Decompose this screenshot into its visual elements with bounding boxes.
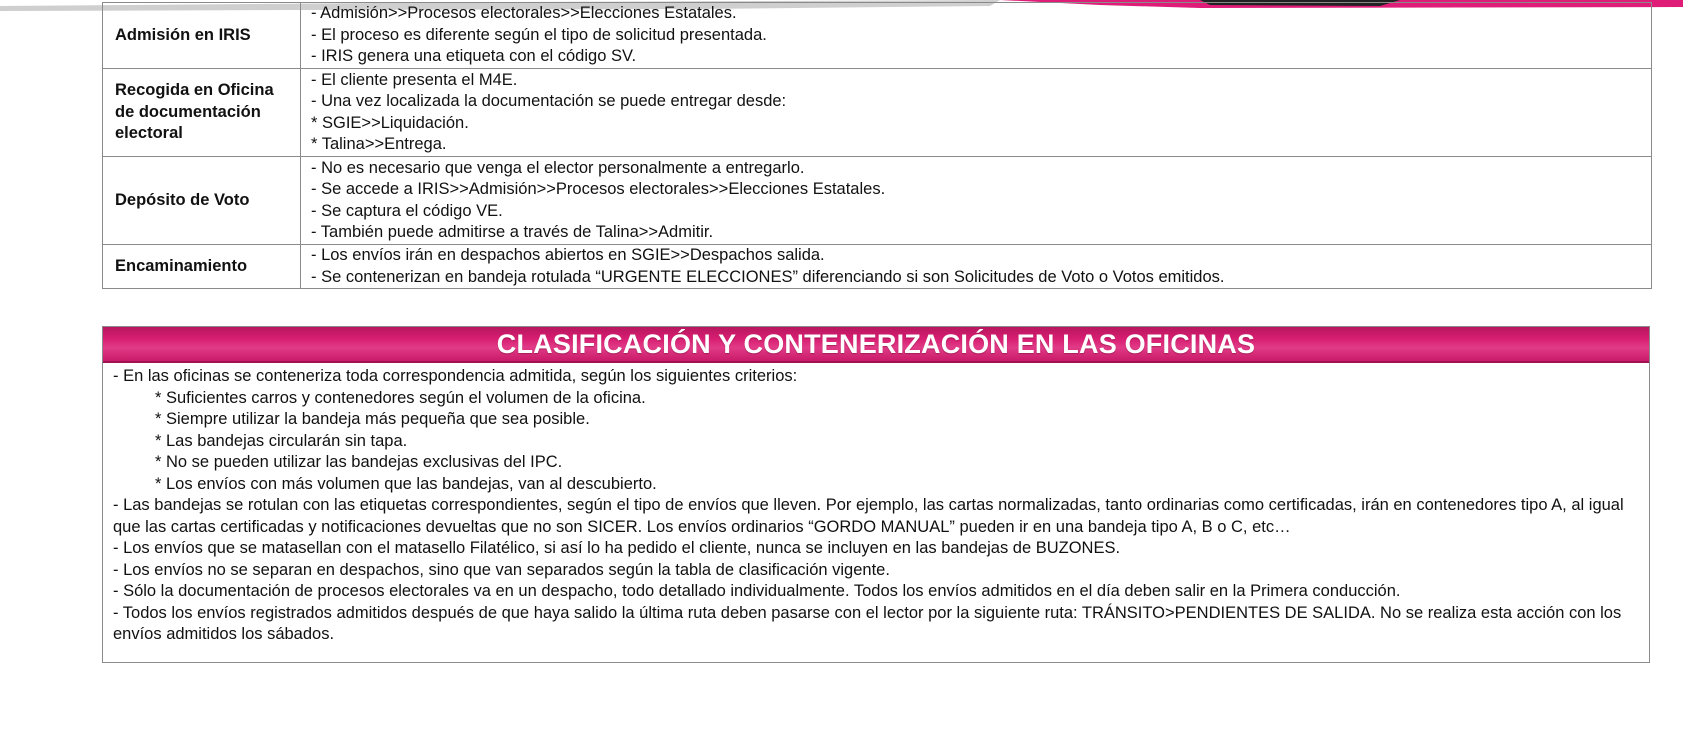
section-header [103,327,1649,363]
content-line: - Se contenerizan en bandeja rotulada “URGENTE ELECCIONES” diferenciando si son Solicitudes de Voto o Votos emitidos. [311,267,1225,286]
table-row [103,69,1652,157]
bullet-item: * No se pueden utilizar las bandejas exclusivas del IPC. [155,453,563,471]
bullet-item: * Suficientes carros y contenedores según el volumen de la oficina. [155,388,646,407]
classification-section [102,326,1650,663]
content-line: - El cliente presenta el M4E. [311,70,518,89]
process-table [102,2,1652,289]
paragraph: - Todos los envíos registrados admitidos después de que haya salido la última ruta deben pasarse con el lector por la siguiente ruta: TRÁNSITO>PENDIENTES DE SALIDA. No se realiza esta acción con los envíos admitidos los sábados. [113,603,1622,643]
content-line: * Talina>>Entrega. [311,135,447,153]
content-line: - Una vez localizada la documentación se puede entregar desde: [311,92,787,110]
table-row [103,3,1652,69]
row-label: Admisión en IRIS [103,3,301,69]
paragraph: - Los envíos no se separan en despachos, sino que van separados según la tabla de clasificación vigente. [113,560,890,579]
bullet-item: * Los envíos con más volumen que las bandejas, van al descubierto. [155,474,657,493]
bullet-item: * Las bandejas circularán sin tapa. [155,431,408,450]
bullet-item: * Siempre utilizar la bandeja más pequeña que sea posible. [155,410,590,428]
row-label: Depósito de Voto [103,157,301,245]
content-line: - El proceso es diferente según el tipo de solicitud presentada. [311,25,767,44]
content-line: - IRIS genera una etiqueta con el código SV. [311,47,637,66]
row-content [301,245,1652,289]
row-content [301,3,1652,69]
content-line: - Los envíos irán en despachos abiertos en SGIE>>Despachos salida. [311,246,825,264]
content-line: * SGIE>>Liquidación. [311,113,469,132]
paragraph: - Los envíos que se matasellan con el matasello Filatélico, si así lo ha pedido el cliente, nunca se incluyen en las bandejas de BUZONES. [113,539,1121,557]
section-body [103,363,1649,646]
paragraph: - Las bandejas se rotulan con las etiquetas correspondientes, según el tipo de envíos que lleven. Por ejemplo, las cartas normalizadas, tanto ordinarias como certificadas, irán en contenedores tipo A, al igual que las cartas certificadas y notificaciones devueltas que no son SICER. Los envíos ordinarios “GORDO MANUAL” pueden ir en una bandeja tipo A, B o C, etc… [113,496,1624,536]
table-row [103,157,1652,245]
content-line: - Se accede a IRIS>>Admisión>>Procesos electorales>>Elecciones Estatales. [311,180,886,198]
intro-text: - En las oficinas se conteneriza toda correspondencia admitida, según los siguientes criterios: [113,367,798,385]
paragraph: - Sólo la documentación de procesos electorales va en un despacho, todo detallado individualmente. Todos los envíos admitidos en el día deben salir en la Primera conducción. [113,582,1401,600]
row-label: Recogida en Oficina de documentación electoral [103,69,301,157]
section-title: CLASIFICACIÓN Y CONTENERIZACIÓN EN LAS OFICINAS [496,328,1256,359]
row-content [301,157,1652,245]
content-line: - No es necesario que venga el elector personalmente a entregarlo. [311,158,805,177]
content-line: - Se captura el código VE. [311,201,503,220]
table-row [103,245,1652,289]
row-content [301,69,1652,157]
content-line: - También puede admitirse a través de Talina>>Admitir. [311,223,714,241]
content-line: - Admisión>>Procesos electorales>>Elecciones Estatales. [311,4,737,23]
row-label: Encaminamiento [103,245,301,289]
